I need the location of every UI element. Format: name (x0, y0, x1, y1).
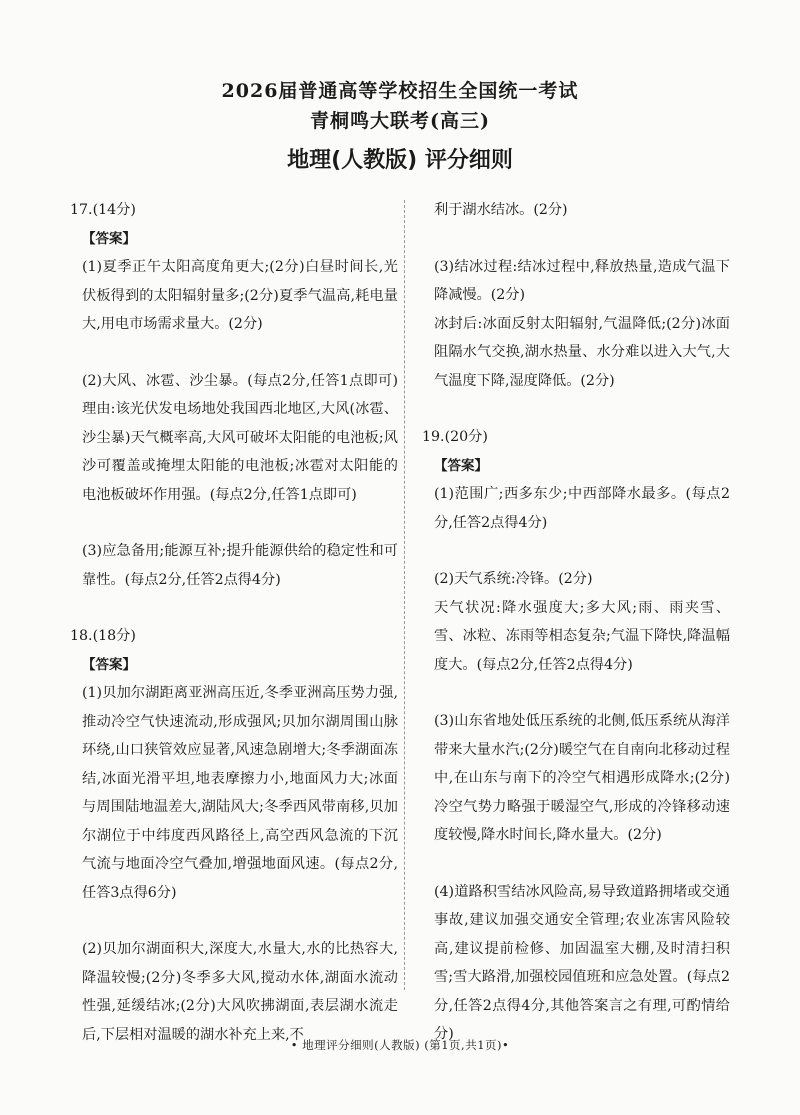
question-17-heading: 17.(14分) (70, 202, 136, 218)
answer-label: 【答案】 (82, 656, 136, 673)
q18-answer-3: (3)结冰过程:结冰过程中,释放热量,造成气温下降减慢。(2分) (434, 258, 730, 303)
q19-answer-2b: 天气状况:降水强度大;多大风;雨、雨夹雪、雪、冰粒、冻雨等相态复杂;气温下降快,降温幅度大。(每点2分,任答2点得4分) (434, 599, 730, 673)
q19-answer-3: (3)山东省地处低压系统的北侧,低压系统从海洋带来大量水汽;(2分)暖空气在自南向北移动过程中,在山东与南下的冷空气相遇形成降水;(2分)冷空气势力略强于暖湿空气,形成的冷锋移动速度较慢,降水时间长,降水量大。(2分) (434, 713, 730, 843)
answer-label: 【答案】 (434, 457, 488, 474)
right-column (422, 196, 730, 1049)
left-column (70, 196, 398, 1049)
q18-answer-3b: 冰封后:冰面反射太阳辐射,气温降低;(2分)冰面阻隔水气交换,湖水热量、水分难以进入大气,大气温度下降,湿度降低。(2分) (434, 315, 730, 389)
q17-answer-1: (1)夏季正午太阳高度角更大;(2分)白昼时间长,光伏板得到的太阳辐射量多;(2分)夏季气温高,耗电量大,用电市场需求量大。(2分) (82, 259, 398, 332)
q18-answer-2-continued: 利于湖水结冰。(2分) (434, 202, 568, 218)
exam-title: 2026届普通高等学校招生全国统一考试 (221, 80, 579, 102)
answer-label: 【答案】 (82, 230, 136, 247)
q18-answer-2: (2)贝加尔湖面积大,深度大,水量大,水的比热容大,降温较慢;(2分)冬季多大风,搅动水体,湖面水流动性强,延缓结冰;(2分)大风吹拂湖面,表层湖水流走后,下层相对温暖的湖水补充上来,不 (82, 941, 398, 1043)
q19-answer-2: (2)天气系统:冷锋。(2分) (434, 571, 593, 587)
column-divider (404, 200, 405, 990)
q19-answer-4: (4)道路积雪结冰风险高,易导致道路拥堵或交通事故,建议加强交通安全管理;农业冻害风险较高,建议提前检修、加固温室大棚,及时清扫积雪;雪大路滑,加强校园值班和应急处置。(每点2分,任答2点得4分,其他答案言之有理,可酌情给分) (434, 883, 730, 1042)
question-18-heading: 18.(18分) (70, 628, 136, 644)
subject-title: 地理(人教版) 评分细则 (287, 148, 513, 173)
q17-answer-2: (2)大风、冰雹、沙尘暴。(每点2分,任答1点即可)理由:该光伏发电场地处我国西北地区,大风(冰雹、沙尘暴)天气概率高,大风可破坏太阳能的电池板;风沙可覆盖或掩埋太阳能的电池板;冰雹对太阳能的电池板破坏作用强。(每点2分,任答1点即可) (82, 372, 398, 503)
q18-answer-1: (1)贝加尔湖距离亚洲高压近,冬季亚洲高压势力强,推动冷空气快速流动,形成强风;贝加尔湖周围山脉环绕,山口狭管效应显著,风速急剧增大;冬季湖面冻结,冰面光滑平坦,地表摩擦力小,地面风力大;冰面与周围陆地温差大,湖陆风大;冬季西风带南移,贝加尔湖位于中纬度西风路径上,高空西风急流的下沉气流与地面冷空气叠加,增强地面风速。(每点2分,任答3点得6分) (82, 685, 398, 901)
q17-answer-3: (3)应急备用;能源互补;提升能源供给的稳定性和可靠性。(每点2分,任答2点得4分) (82, 543, 398, 588)
question-19-heading: 19.(20分) (422, 429, 488, 445)
q19-answer-1: (1)范围广;西多东少;中西部降水最多。(每点2分,任答2点得4分) (434, 486, 730, 531)
page-footer: • 地理评分细则(人教版) (第1页,共1页)• (290, 1038, 510, 1052)
document-header (0, 76, 800, 176)
exam-subtitle: 青桐鸣大联考(高三) (310, 110, 490, 132)
